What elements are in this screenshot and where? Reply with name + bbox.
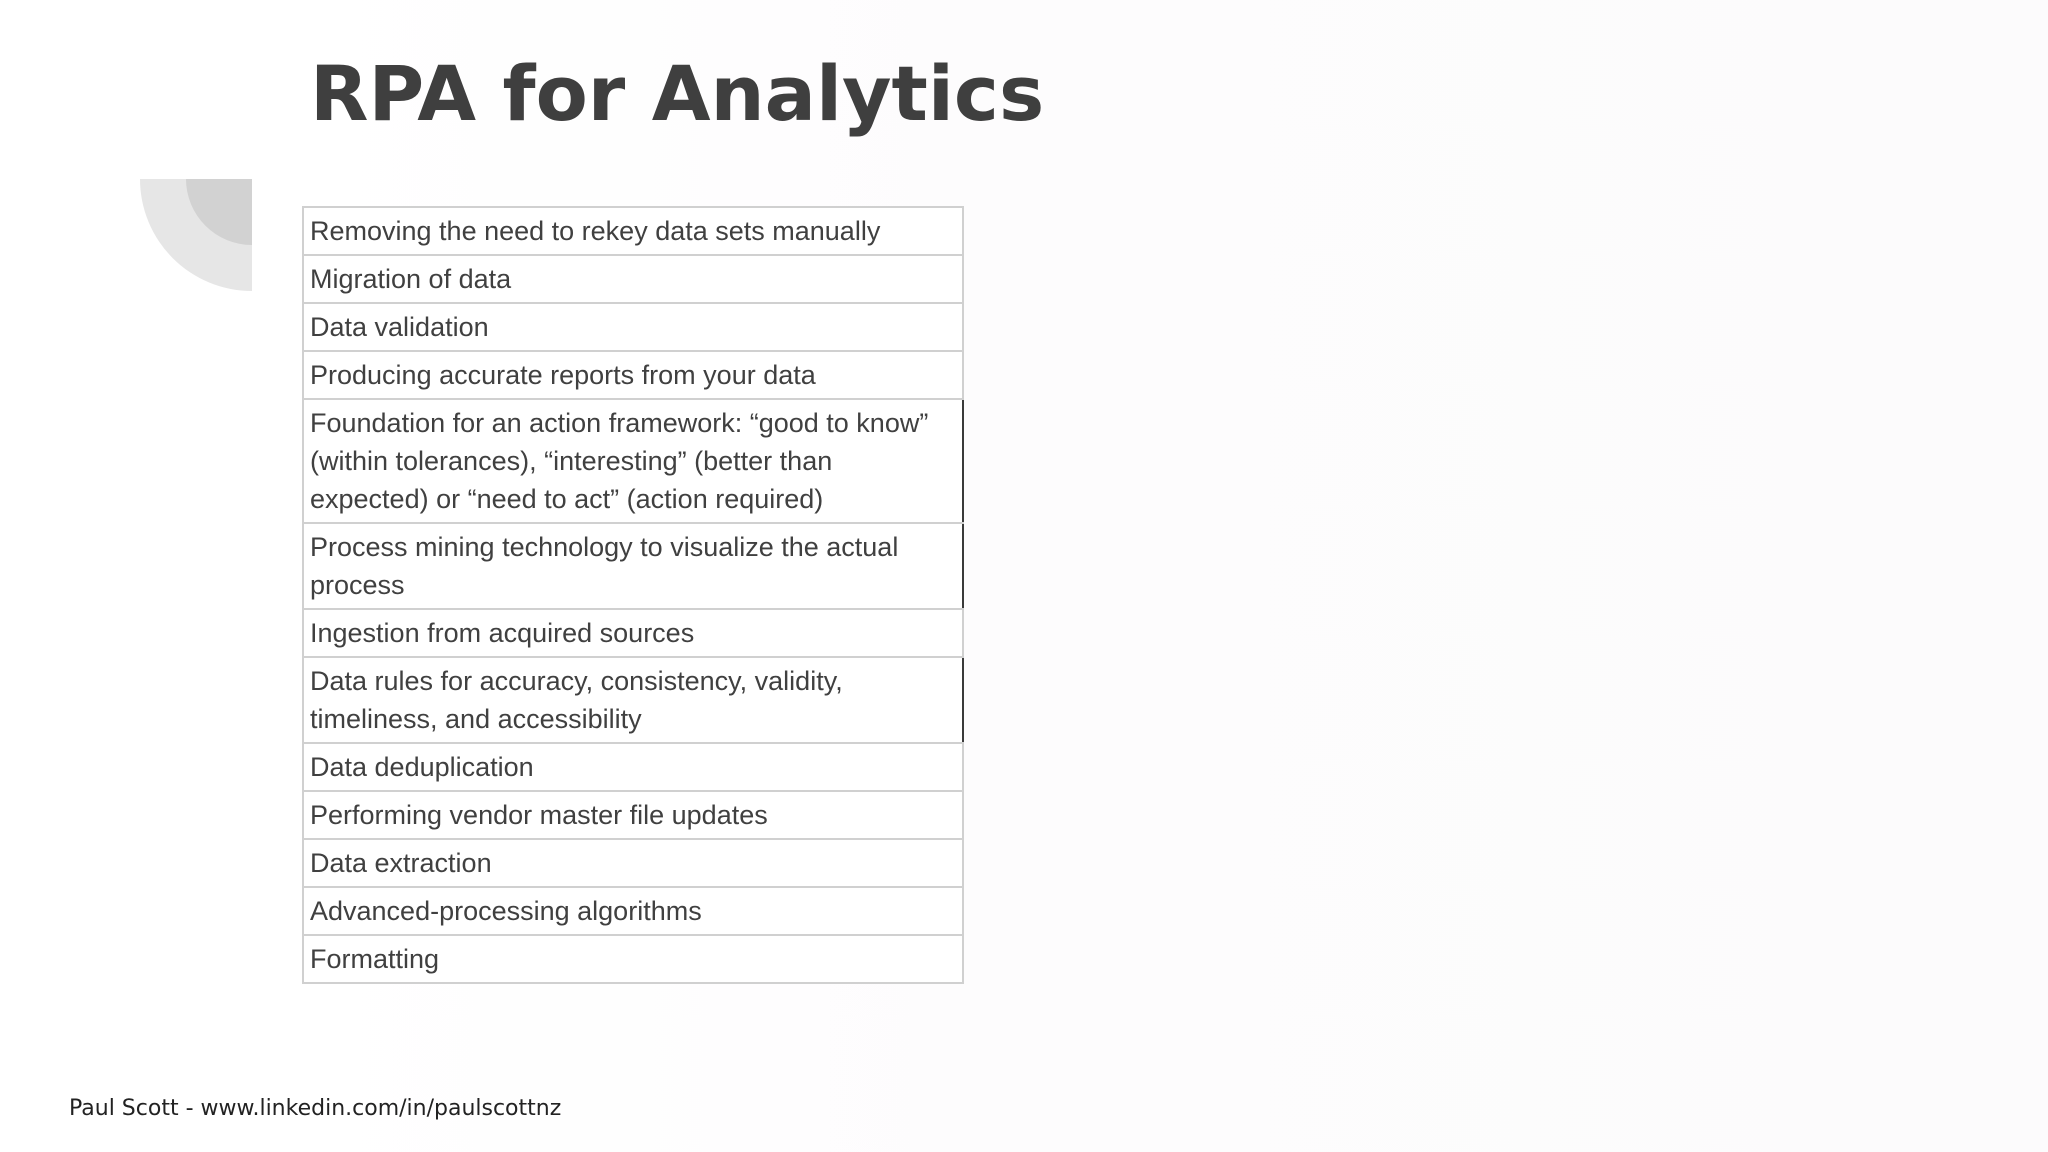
table-row xyxy=(303,351,963,399)
table-row xyxy=(303,399,963,523)
rpa-uses-table xyxy=(302,206,964,984)
table-cell: Migration of data xyxy=(303,255,963,303)
table-cell: Data validation xyxy=(303,303,963,351)
table-row xyxy=(303,839,963,887)
table-cell: Ingestion from acquired sources xyxy=(303,609,963,657)
table-cell: Formatting xyxy=(303,935,963,983)
decorative-arc-shape xyxy=(140,179,252,291)
table-cell: Producing accurate reports from your data xyxy=(303,351,963,399)
table-row xyxy=(303,657,963,743)
table-cell: Removing the need to rekey data sets manually xyxy=(303,207,963,255)
table-row xyxy=(303,743,963,791)
table-row xyxy=(303,935,963,983)
table-row xyxy=(303,207,963,255)
table-cell: Performing vendor master file updates xyxy=(303,791,963,839)
table-row xyxy=(303,523,963,609)
slide-title: RPA for Analytics xyxy=(310,49,1045,138)
table-row xyxy=(303,887,963,935)
table-cell: Foundation for an action framework: “good to know” (within tolerances), “interesting” (better than expected) or “need to act” (action required) xyxy=(303,399,963,523)
table-cell: Advanced-processing algorithms xyxy=(303,887,963,935)
table-cell: Data rules for accuracy, consistency, validity, timeliness, and accessibility xyxy=(303,657,963,743)
table-row xyxy=(303,303,963,351)
table-row xyxy=(303,255,963,303)
table-row xyxy=(303,791,963,839)
table-cell: Process mining technology to visualize the actual process xyxy=(303,523,963,609)
table-row xyxy=(303,609,963,657)
table-cell: Data extraction xyxy=(303,839,963,887)
table-cell: Data deduplication xyxy=(303,743,963,791)
footer-attribution: Paul Scott - www.linkedin.com/in/paulscottnz xyxy=(69,1096,562,1121)
